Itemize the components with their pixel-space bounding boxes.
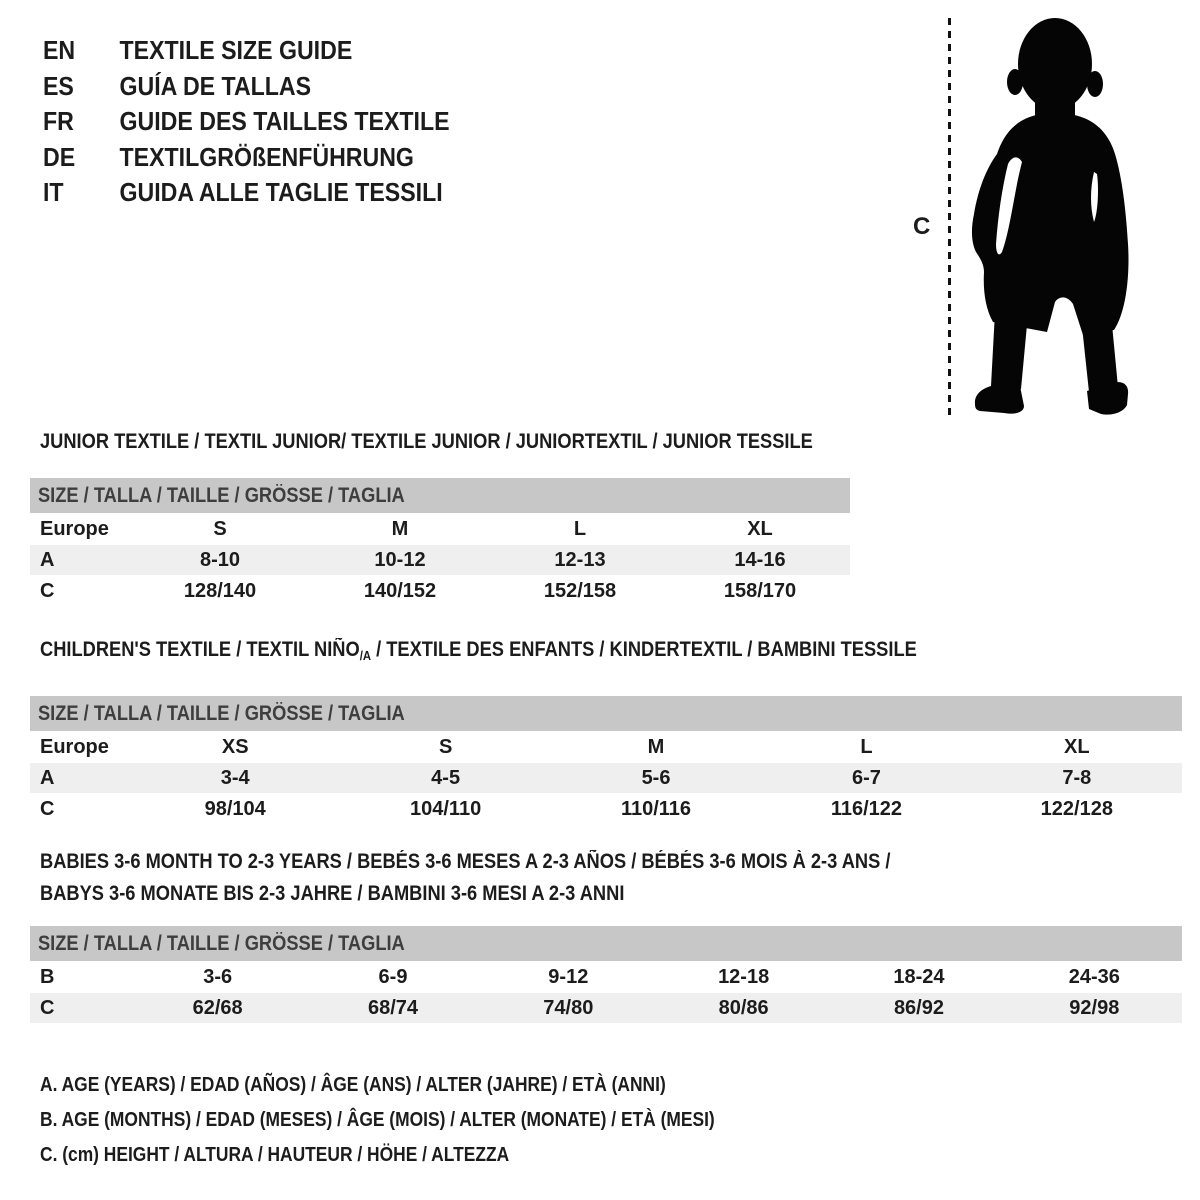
table-cell: M — [391, 517, 409, 540]
table-cell: 12-18 — [718, 965, 770, 988]
table-cell: S — [213, 517, 227, 540]
table-row — [30, 993, 1182, 1023]
language-row — [43, 69, 450, 105]
row-label: Europe — [40, 735, 109, 758]
language-code: IT — [43, 177, 64, 207]
language-label: GUIDA ALLE TAGLIE TESSILI — [119, 177, 443, 207]
children-size-header-bar: SIZE / TALLA / TAILLE / GRÖSSE / TAGLIA — [30, 696, 1182, 731]
table-row — [30, 514, 850, 544]
row-label: C — [40, 579, 55, 602]
junior-section-title: JUNIOR TEXTILE / TEXTIL JUNIOR/ TEXTILE JUNIOR / JUNIORTEXTIL / JUNIOR TESSILE — [40, 430, 813, 453]
table-cell: 7-8 — [1062, 766, 1092, 789]
table-cell: 24-36 — [1068, 965, 1120, 988]
table-row — [30, 794, 1182, 824]
language-row — [43, 33, 450, 69]
language-list — [43, 33, 500, 211]
table-cell: 5-6 — [641, 766, 671, 789]
section-childrens-textile — [30, 638, 1182, 825]
table-cell: 68/74 — [367, 996, 419, 1019]
table-cell: 10-12 — [374, 548, 426, 571]
language-code: EN — [43, 35, 76, 65]
table-cell: 9-12 — [548, 965, 589, 988]
table-cell: M — [647, 735, 665, 758]
table-cell: 62/68 — [192, 996, 243, 1019]
language-label: GUÍA DE TALLAS — [119, 70, 312, 101]
table-cell: S — [438, 735, 453, 758]
legend-line-b: B. AGE (MONTHS) / EDAD (MESES) / ÂGE (MOIS) / ALTER (MONATE) / ETÀ (MESI) — [40, 1109, 715, 1131]
measurement-legend — [30, 1068, 816, 1173]
table-cell: 74/80 — [543, 996, 594, 1019]
legend-line-a: A. AGE (YEARS) / EDAD (AÑOS) / ÂGE (ANS) / ALTER (JAHRE) / ETÀ (ANNI) — [40, 1074, 666, 1096]
table-cell: 8-10 — [199, 548, 241, 571]
table-cell: L — [860, 735, 873, 758]
language-row — [43, 140, 450, 176]
table-cell: 116/122 — [830, 797, 903, 820]
table-cell: 6-7 — [851, 766, 881, 789]
table-cell: 14-16 — [734, 548, 786, 571]
language-code: FR — [43, 106, 74, 136]
table-cell: 18-24 — [893, 965, 945, 988]
toddler-silhouette-icon — [963, 14, 1135, 419]
height-measure-label: C — [913, 213, 931, 240]
table-cell: 80/86 — [718, 996, 769, 1019]
table-cell: 6-9 — [378, 965, 408, 988]
section-junior-textile — [30, 430, 850, 607]
language-row — [43, 175, 450, 211]
table-cell: 104/110 — [410, 797, 482, 820]
table-cell: 128/140 — [183, 579, 257, 602]
junior-size-header-bar: SIZE / TALLA / TAILLE / GRÖSSE / TAGLIA — [30, 478, 850, 513]
language-label: GUIDE DES TAILLES TEXTILE — [119, 106, 450, 136]
table-row — [30, 576, 850, 606]
table-cell: 86/92 — [893, 996, 944, 1019]
table-cell: 92/98 — [1069, 996, 1120, 1019]
table-cell: XS — [221, 735, 249, 758]
babies-size-header-bar: SIZE / TALLA / TAILLE / GRÖSSE / TAGLIA — [30, 926, 1182, 961]
language-row — [43, 104, 450, 140]
table-cell: 140/152 — [363, 579, 437, 602]
children-section-title: CHILDREN'S TEXTILE / TEXTIL $NIÑO_{/A}$ / TEXTILE DES ENFANTS / KINDERTEXTIL / BAMBINI TESSILE — [40, 638, 917, 663]
table-cell: 12-13 — [554, 548, 606, 571]
table-row — [30, 545, 850, 575]
table-cell: 3-6 — [203, 965, 233, 988]
language-code: ES — [43, 70, 74, 101]
row-label: C — [40, 797, 55, 820]
table-row — [30, 763, 1182, 793]
table-cell: 3-4 — [220, 766, 250, 789]
section-babies-textile — [30, 846, 1182, 1024]
table-cell: L — [573, 517, 587, 540]
table-cell: XL — [747, 517, 773, 540]
row-label: A — [40, 548, 55, 571]
language-label: TEXTILGRÖßENFÜHRUNG — [119, 141, 414, 172]
table-cell: 98/104 — [204, 797, 266, 820]
table-cell: XL — [1064, 735, 1090, 758]
language-code: DE — [43, 141, 76, 172]
language-label: TEXTILE SIZE GUIDE — [119, 35, 353, 65]
table-cell: 152/158 — [543, 579, 617, 602]
height-measure-dashed-line — [948, 18, 951, 415]
babies-section-title-line1: BABIES 3-6 MONTH TO 2-3 YEARS / BEBÉS 3-6 MESES A 2-3 AÑOS / BÉBÉS 3-6 MOIS À 2-3 ANS / — [40, 850, 891, 873]
table-cell: 4-5 — [431, 766, 461, 789]
legend-line-c: C. (cm) HEIGHT / ALTURA / HAUTEUR / HÖHE / ALTEZZA — [40, 1144, 510, 1166]
table-row — [30, 732, 1182, 762]
row-label: Europe — [40, 517, 109, 540]
row-label: A — [40, 766, 55, 789]
table-row — [30, 962, 1182, 992]
table-cell: 158/170 — [723, 579, 797, 602]
row-label: B — [40, 965, 55, 988]
table-cell: 110/116 — [620, 797, 692, 820]
table-cell: 122/128 — [1040, 797, 1113, 820]
row-label: C — [40, 996, 55, 1019]
babies-section-title-line2: BABYS 3-6 MONATE BIS 2-3 JAHRE / BAMBINI 3-6 MESI A 2-3 ANNI — [40, 882, 625, 905]
